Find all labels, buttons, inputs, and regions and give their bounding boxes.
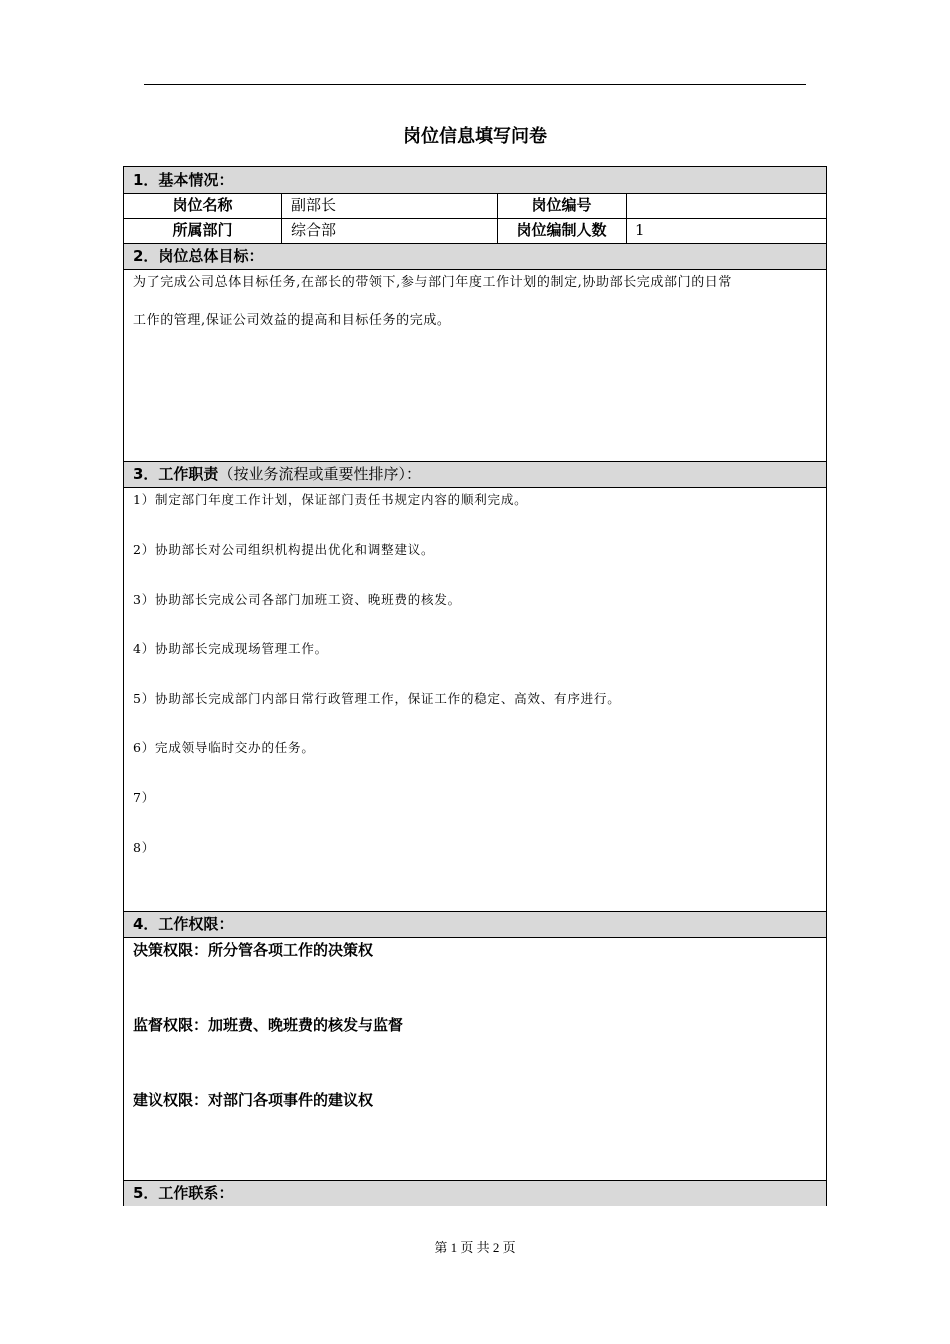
section-authority-title: 4．工作权限： xyxy=(133,915,234,933)
label-department: 所属部门 xyxy=(172,221,233,239)
authority-decision: 决策权限：所分管各项工作的决策权 xyxy=(133,941,374,959)
duty-item-6: 6）完成领导临时交办的任务。 xyxy=(133,740,315,755)
document-title: 岗位信息填写问卷 xyxy=(403,126,547,147)
section-authority-heading xyxy=(124,912,826,937)
section-duties-title: 3．工作职责 xyxy=(133,465,219,483)
questionnaire-table xyxy=(123,166,827,1206)
divider xyxy=(124,937,826,938)
section-relations-heading xyxy=(124,1181,826,1206)
authority-supervision: 监督权限：加班费、晚班费的核发与监督 xyxy=(133,1016,404,1034)
column-divider xyxy=(497,193,498,243)
section-basic-heading xyxy=(124,167,826,193)
goal-text-line-2: 工作的管理,保证公司效益的提高和目标任务的完成。 xyxy=(133,313,451,328)
section-basic-title: 1．基本情况： xyxy=(133,171,234,189)
duty-item-1: 1）制定部门年度工作计划，保证部门责任书规定内容的顺利完成。 xyxy=(133,492,528,507)
duty-item-3: 3）协助部长完成公司各部门加班工资、晚班费的核发。 xyxy=(133,592,461,607)
value-position-number xyxy=(635,193,815,218)
value-department: 综合部 xyxy=(291,221,337,239)
divider xyxy=(124,269,826,270)
section-duties-heading xyxy=(124,462,826,487)
goal-text-line-1: 为了完成公司总体目标任务,在部长的带领下,参与部门年度工作计划的制定,协助部长完成部门的日常 xyxy=(133,275,732,290)
duty-item-4: 4）协助部长完成现场管理工作。 xyxy=(133,641,328,656)
header-rule xyxy=(144,84,806,85)
label-headcount: 岗位编制人数 xyxy=(516,221,607,239)
column-divider xyxy=(626,193,627,243)
section-relations-title: 5．工作联系： xyxy=(133,1184,234,1202)
label-position-name: 岗位名称 xyxy=(172,196,233,214)
value-position-name: 副部长 xyxy=(291,196,337,214)
section-duties-subtitle: （按业务流程或重要性排序）： xyxy=(218,465,421,483)
duty-item-7: 7） xyxy=(133,790,156,805)
section-goal-heading xyxy=(124,244,826,269)
authority-suggestion: 建议权限：对部门各项事件的建议权 xyxy=(133,1091,374,1109)
duty-item-8: 8） xyxy=(133,840,156,855)
value-headcount: 1 xyxy=(635,221,645,239)
column-divider xyxy=(281,193,282,243)
duty-item-5: 5）协助部长完成部门内部日常行政管理工作，保证工作的稳定、高效、有序进行。 xyxy=(133,691,621,706)
label-position-number: 岗位编号 xyxy=(531,196,592,214)
divider xyxy=(124,487,826,488)
duty-item-2: 2）协助部长对公司组织机构提出优化和调整建议。 xyxy=(133,542,435,557)
page-footer: 第 1 页 共 2 页 xyxy=(434,1240,516,1255)
section-goal-title: 2．岗位总体目标： xyxy=(133,247,264,265)
